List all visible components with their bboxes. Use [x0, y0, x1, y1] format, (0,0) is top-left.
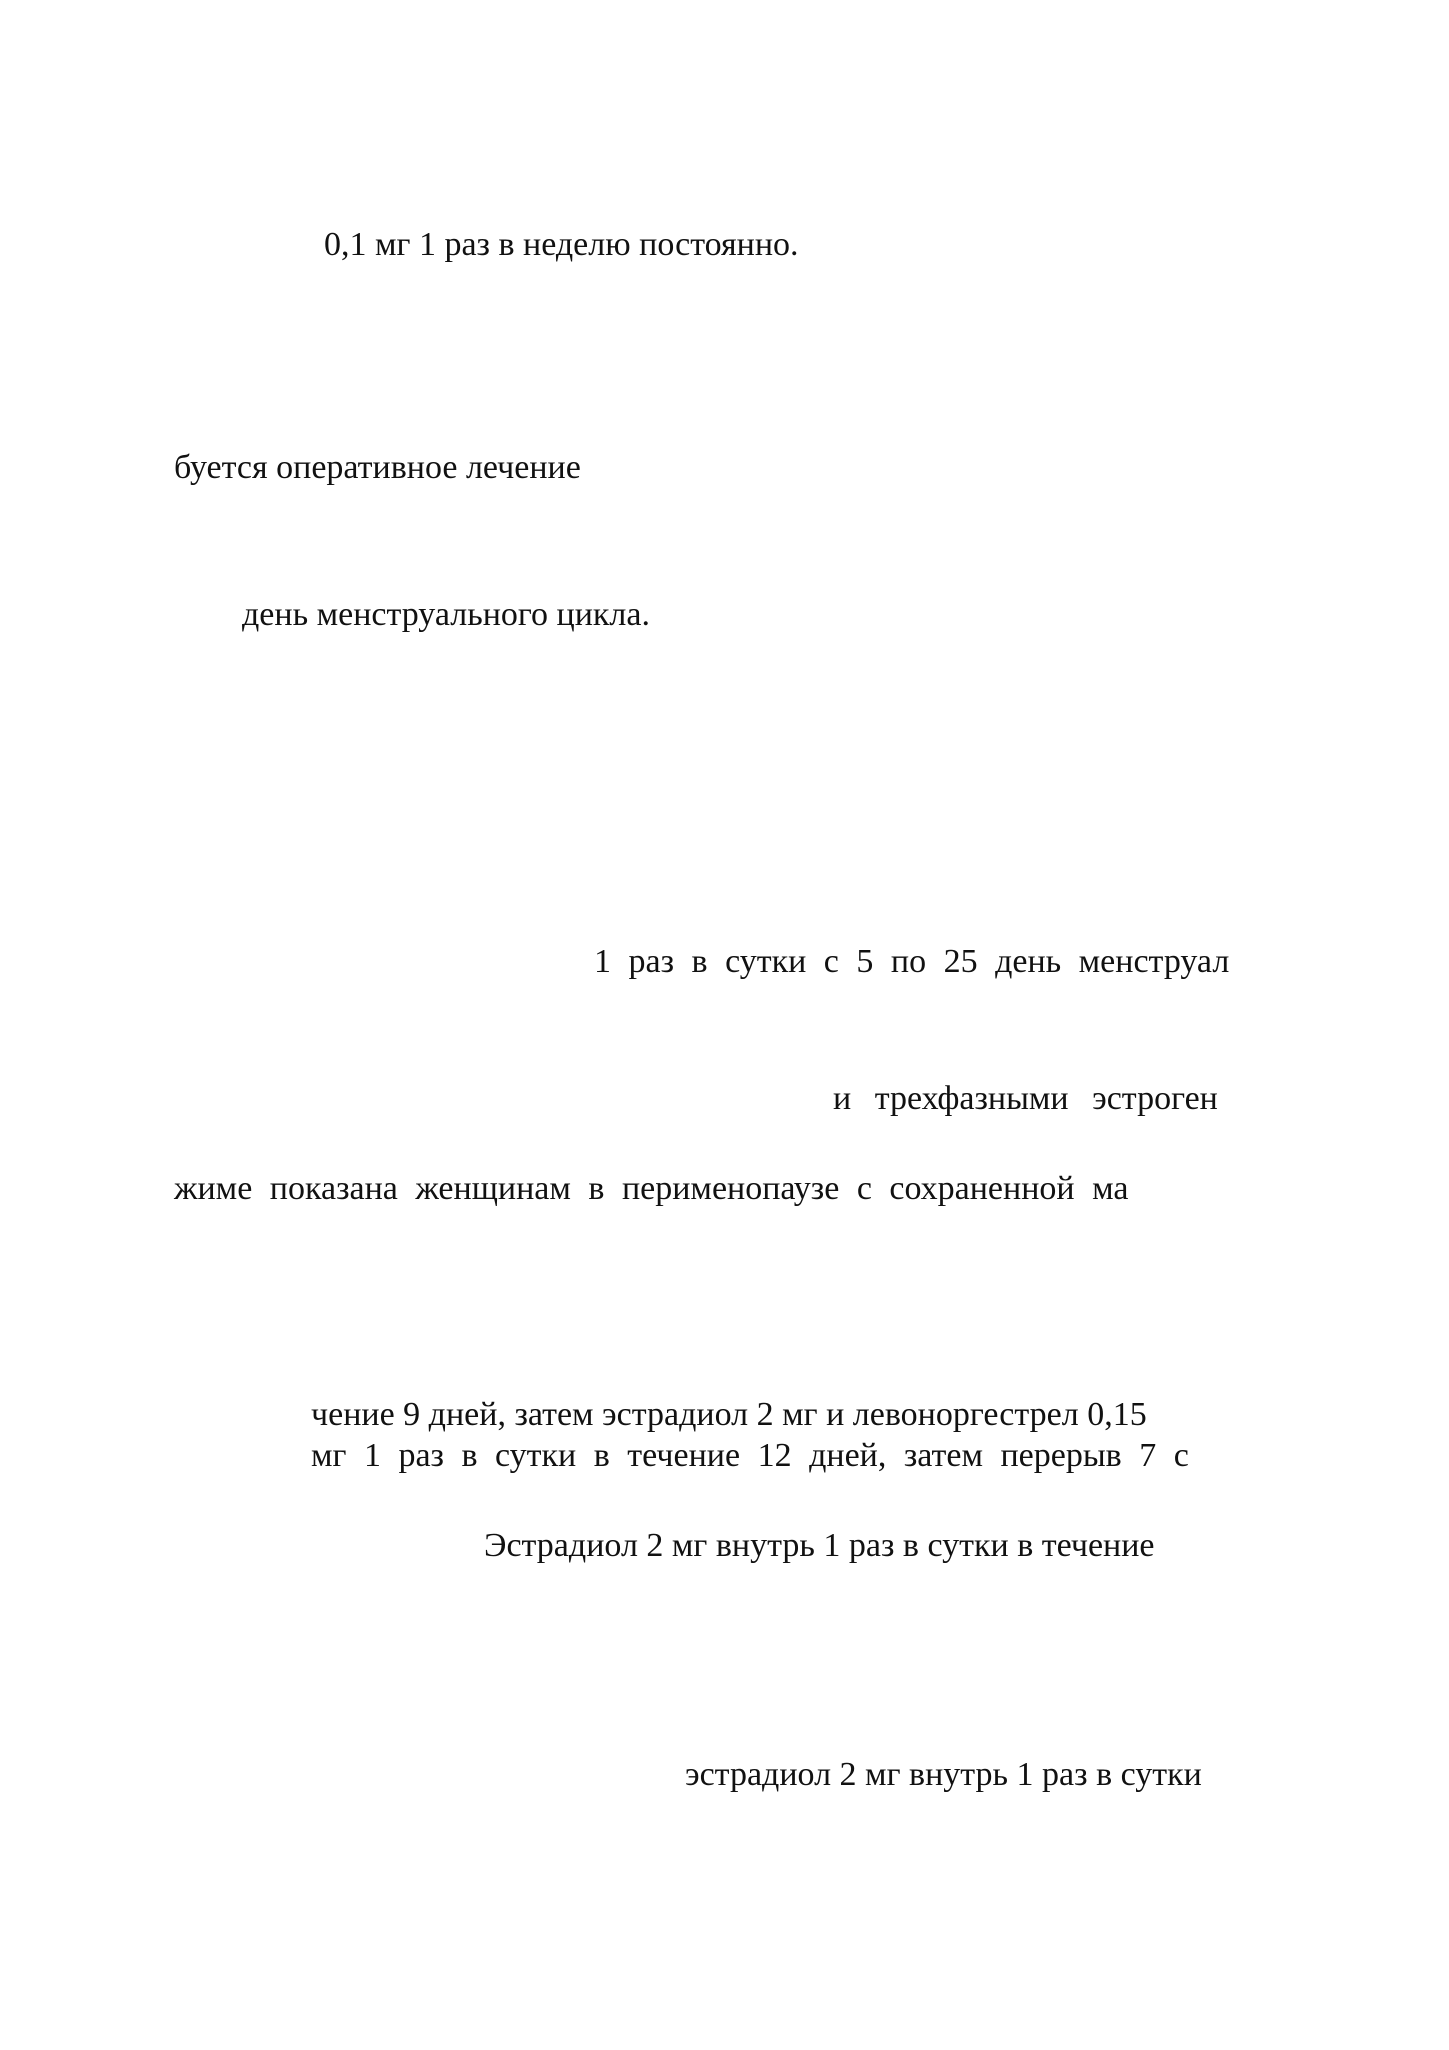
text-line: жиме показана женщинам в перименопаузе с сохраненной ма: [174, 1170, 1129, 1207]
text-line: 0,1 мг 1 раз в неделю постоянно.: [324, 226, 799, 263]
text-line: буется оперативное лечение: [174, 449, 581, 486]
text-line: и трехфазными эстроген: [833, 1080, 1218, 1117]
text-line: мг 1 раз в сутки в течение 12 дней, затем перерыв 7 с: [311, 1437, 1189, 1474]
text-line: день менструального цикла.: [242, 596, 650, 633]
text-line: чение 9 дней, затем эстрадиол 2 мг и левоноргестрел 0,15: [311, 1396, 1147, 1433]
text-line: эстрадиол 2 мг внутрь 1 раз в сутки: [685, 1756, 1202, 1793]
text-line: Эстрадиол 2 мг внутрь 1 раз в сутки в течение: [484, 1527, 1155, 1564]
text-line: 1 раз в сутки с 5 по 25 день менструал: [594, 943, 1230, 980]
